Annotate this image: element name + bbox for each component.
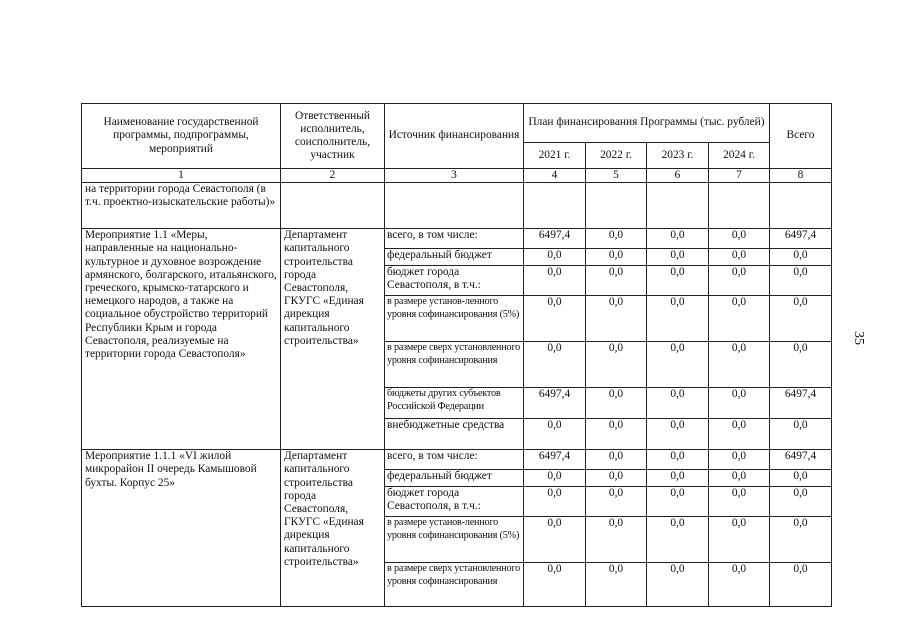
measure-name: Мероприятие 1.1.1 «VI жилой микрорайон II очередь Камышовой бухты. Корпус 25» [82, 450, 281, 607]
year-value: 0,0 [647, 470, 709, 487]
year-value: 0,0 [709, 229, 770, 249]
year-value: 0,0 [524, 266, 586, 296]
measure-executor: Департамент капитального строительства города Севастополя, ГКУГС «Единая дирекция капитального строительства» [281, 229, 385, 450]
funding-source: бюджеты других субъектов Российской Федерации [385, 388, 524, 419]
year-value: 0,0 [586, 470, 647, 487]
column-number-row [82, 169, 832, 183]
funding-source: всего, в том числе: [385, 450, 524, 470]
column-number: 7 [709, 169, 770, 183]
funding-source: федеральный бюджет [385, 249, 524, 266]
year-value: 0,0 [647, 249, 709, 266]
funding-source: федеральный бюджет [385, 470, 524, 487]
year-value: 0,0 [709, 342, 770, 388]
year-value: 0,0 [524, 296, 586, 342]
year-value: 0,0 [524, 563, 586, 607]
total-value: 6497,4 [770, 388, 832, 419]
header-year: 2024 г. [709, 143, 770, 169]
column-number: 4 [524, 169, 586, 183]
year-value: 6497,4 [524, 450, 586, 470]
year-value: 0,0 [647, 342, 709, 388]
total-value: 0,0 [770, 470, 832, 487]
header-year: 2023 г. [647, 143, 709, 169]
year-value: 0,0 [647, 388, 709, 419]
year-value: 0,0 [647, 487, 709, 517]
year-value: 0,0 [586, 419, 647, 450]
year-value: 0,0 [709, 266, 770, 296]
table-row [82, 450, 832, 470]
table-row [82, 229, 832, 249]
year-value: 0,0 [709, 388, 770, 419]
total-value: 0,0 [770, 487, 832, 517]
year-value: 0,0 [709, 563, 770, 607]
year-value: 0,0 [647, 419, 709, 450]
funding-source: внебюджетные средства [385, 419, 524, 450]
column-number: 6 [647, 169, 709, 183]
year-value: 0,0 [647, 517, 709, 563]
column-number: 5 [586, 169, 647, 183]
funding-source: в размере сверх установленного уровня софинансирования [385, 342, 524, 388]
year-value: 0,0 [524, 419, 586, 450]
year-value: 0,0 [524, 517, 586, 563]
header-executor: Ответственный исполнитель, соисполнитель, участник [281, 104, 385, 169]
year-value: 6497,4 [524, 388, 586, 419]
header-plan: План финансирования Программы (тыс. рублей) [524, 104, 770, 143]
total-value: 6497,4 [770, 229, 832, 249]
year-value: 0,0 [709, 249, 770, 266]
funding-source: бюджет города Севастополя, в т.ч.: [385, 266, 524, 296]
year-value: 0,0 [586, 487, 647, 517]
total-value: 6497,4 [770, 450, 832, 470]
year-value: 0,0 [647, 450, 709, 470]
measure-name: Мероприятие 1.1 «Меры, направленные на национально-культурное и духовное возрождение армянского, болгарского, итальянского, греческого, крымско-татарского и немецкого народов, а также на социальное обустройство территорий Республики Крым и города Севастополя, реализуемые на территории города Севастополя» [82, 229, 281, 450]
year-value: 0,0 [647, 266, 709, 296]
funding-source: в размере установ-ленного уровня софинансирования (5%) [385, 296, 524, 342]
year-value: 0,0 [524, 470, 586, 487]
year-value: 0,0 [709, 517, 770, 563]
column-number: 2 [281, 169, 385, 183]
year-value: 0,0 [709, 470, 770, 487]
continuation-row [82, 183, 832, 229]
continuation-text: на территории города Севастополя (в т.ч. проектно-изыскательские работы)» [82, 183, 281, 229]
year-value: 0,0 [586, 266, 647, 296]
column-number: 3 [385, 169, 524, 183]
year-value: 0,0 [709, 419, 770, 450]
year-value: 0,0 [586, 563, 647, 607]
funding-source: в размере сверх установленного уровня софинансирования [385, 563, 524, 607]
total-value: 0,0 [770, 249, 832, 266]
header-year: 2021 г. [524, 143, 586, 169]
page-number: 35 [851, 331, 866, 345]
total-value: 0,0 [770, 563, 832, 607]
funding-source: бюджет города Севастополя, в т.ч.: [385, 487, 524, 517]
year-value: 0,0 [586, 450, 647, 470]
year-value: 0,0 [647, 563, 709, 607]
year-value: 0,0 [524, 487, 586, 517]
year-value: 0,0 [524, 342, 586, 388]
column-number: 8 [770, 169, 832, 183]
year-value: 0,0 [586, 249, 647, 266]
funding-source: всего, в том числе: [385, 229, 524, 249]
year-value: 0,0 [586, 229, 647, 249]
year-value: 0,0 [586, 296, 647, 342]
financing-table [81, 103, 832, 607]
year-value: 0,0 [586, 342, 647, 388]
year-value: 0,0 [709, 296, 770, 342]
column-number: 1 [82, 169, 281, 183]
header-row-top [82, 104, 832, 143]
total-value: 0,0 [770, 342, 832, 388]
funding-source: в размере установ-ленного уровня софинансирования (5%) [385, 517, 524, 563]
total-value: 0,0 [770, 266, 832, 296]
year-value: 0,0 [586, 388, 647, 419]
year-value: 0,0 [647, 296, 709, 342]
header-total: Всего [770, 104, 832, 169]
total-value: 0,0 [770, 419, 832, 450]
total-value: 0,0 [770, 296, 832, 342]
year-value: 0,0 [709, 450, 770, 470]
year-value: 6497,4 [524, 229, 586, 249]
year-value: 0,0 [647, 229, 709, 249]
year-value: 0,0 [524, 249, 586, 266]
header-source: Источник финансирования [385, 104, 524, 169]
year-value: 0,0 [586, 517, 647, 563]
year-value: 0,0 [709, 487, 770, 517]
header-name: Наименование государственной программы, подпрограммы, мероприятий [82, 104, 281, 169]
header-year: 2022 г. [586, 143, 647, 169]
total-value: 0,0 [770, 517, 832, 563]
measure-executor: Департамент капитального строительства города Севастополя, ГКУГС «Единая дирекция капитального строительства» [281, 450, 385, 607]
